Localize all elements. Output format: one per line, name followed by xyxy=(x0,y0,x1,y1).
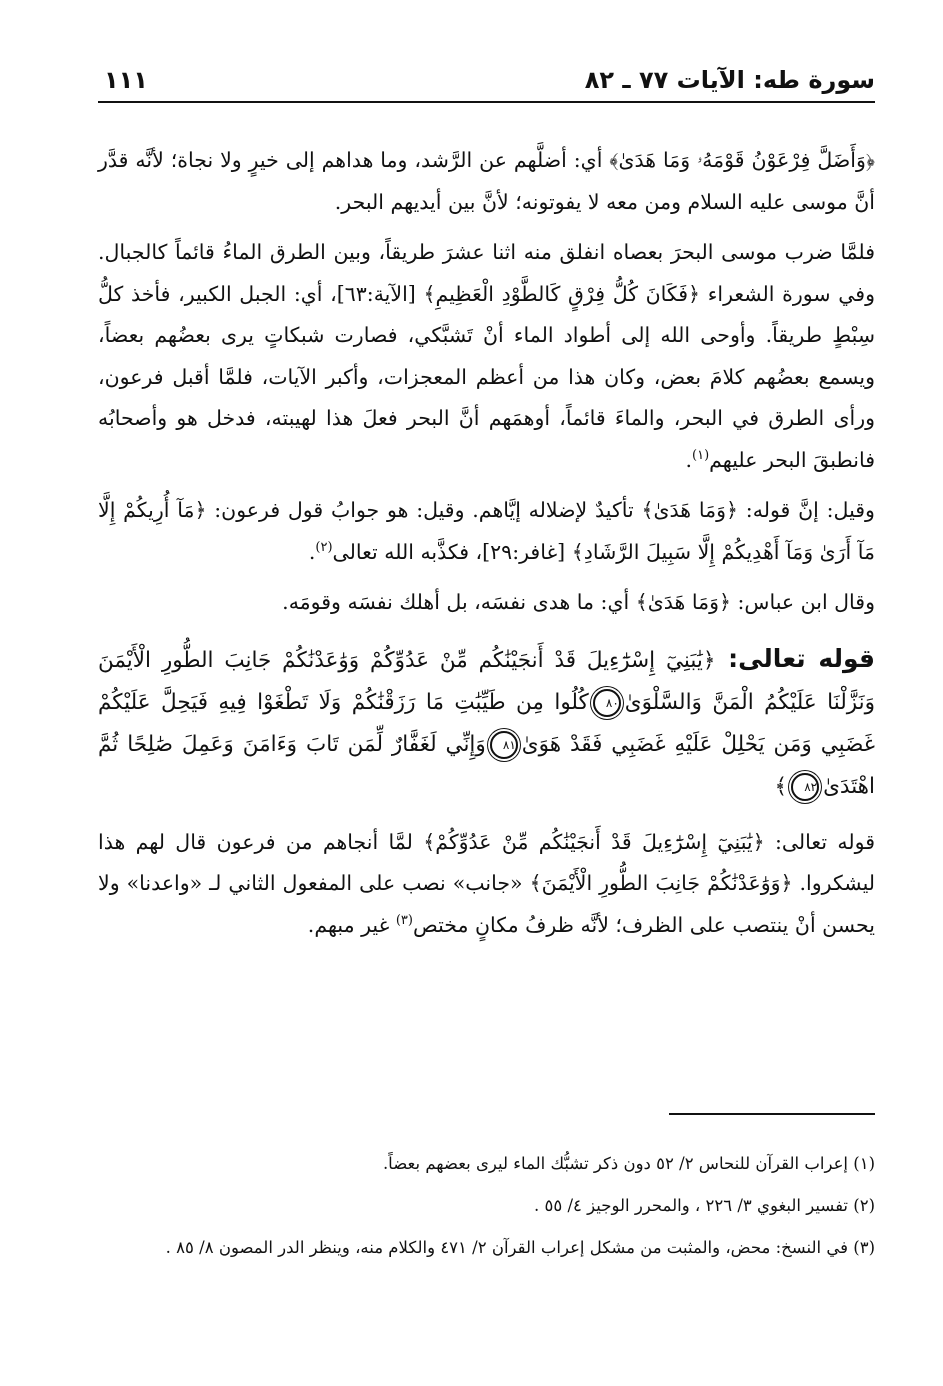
paragraph-5 xyxy=(98,822,875,947)
quran-quote: ﴿وَوَٰعَدْنَٰكُمْ جَانِبَ الطُّورِ الْأَيْمَنَ﴾ xyxy=(529,871,793,895)
footnote-divider xyxy=(669,1113,875,1115)
quran-quote: ﴿يَٰبَنِيٓ إِسْرَٰٓءِيلَ قَدْ أَنجَيْنَٰكُم مِّنْ عَدُوِّكُمْ﴾ xyxy=(423,829,765,854)
paragraph-2 xyxy=(98,232,875,481)
text-run: أي: أضلَّهم عن الرَّشد، وما هداهم إلى خيرٍ ولا نجاة؛ لأنَّه قدَّر أنَّ موسى عليه السلام ومن معه لا يفوتونه؛ لأنَّ بين أيديهم البحر. xyxy=(98,148,875,214)
footnote-ref-2[interactable]: (٢) xyxy=(315,539,333,555)
quran-quote: ﴿مَآ أُرِيكُمْ إِلَّا مَآ أَرَىٰ وَمَآ أَهْدِيكُمْ إِلَّا سَبِيلَ الرَّشَادِ﴾ xyxy=(98,498,875,564)
text-run: غير مبهم. xyxy=(307,912,396,937)
verse-block xyxy=(98,638,875,808)
footnote-2: (٢) تفسير البغوي ٣/ ٢٢٦ ، والمحرر الوجيز ٤/ ٥٥ . xyxy=(534,1196,875,1215)
footnotes xyxy=(98,1146,875,1266)
main-text xyxy=(98,140,875,946)
text-run: . xyxy=(308,539,316,564)
header-title: سورة طه: الآيات ٧٧ ـ ٨٢ xyxy=(584,66,875,94)
header-divider xyxy=(98,101,875,103)
text-run: أي: ما هدى نفسَه، بل أهلك نفسَه وقومَه. xyxy=(282,590,636,614)
text-run: فلمَّا ضرب موسى البحرَ بعصاه انفلق منه اثنا عشرَ طريقاً، وبين الطرق الماءُ قائماً كالجبال. وفي سورة الشعراء xyxy=(98,240,876,306)
text-run: [غافر:٢٩]، فكذَّبه الله تعالى xyxy=(332,539,572,564)
verse-text: كُلُوا مِن طَيِّبَٰتِ مَا رَزَقْنَٰكُمْ وَلَا تَطْغَوْا فِيهِ فَيَحِلَّ عَلَيْكُمْ غَضَبِي وَمَن يَحْلِلْ عَلَيْهِ غَضَبِي فَقَدْ هَوَىٰ xyxy=(98,689,875,757)
verse-end-bracket: ﴾ xyxy=(774,773,788,799)
aya-number-icon: ٨١ xyxy=(490,731,518,759)
text-run: «جانب» نصب على المفعول الثاني لـ «واعدنا» ولا يحسن أنْ ينتصب على الظرف؛ لأنَّه ظرفُ مكانٍ مختص xyxy=(98,871,875,937)
aya-number-icon: ٨٢ xyxy=(791,773,819,801)
paragraph-1 xyxy=(98,140,875,223)
paragraph-4 xyxy=(98,582,875,624)
quran-quote: ﴿وَمَا هَدَىٰ﴾ xyxy=(641,498,739,522)
quran-quote: ﴿وَمَا هَدَىٰ﴾ xyxy=(635,590,731,614)
text-run: وقال ابن عباس: xyxy=(731,590,875,614)
verse-label: قوله تعالى: xyxy=(715,643,876,673)
footnote-3: (٣) في النسخ: محض، والمثبت من مشكل إعراب القرآن ٢/ ٤٧١ والكلام منه، وينظر الدر المصون ٨/ ٨٥ . xyxy=(165,1238,875,1257)
verse-text: ﴿يَٰبَنِيٓ إِسْرَٰٓءِيلَ قَدْ أَنجَيْنَٰكُم مِّنْ عَدُوِّكُمْ وَوَٰعَدْنَٰكُمْ جَانِبَ الطُّورِ الْأَيْمَنَ وَنَزَّلْنَا عَلَيْكُمُ الْمَنَّ وَالسَّلْوَىٰ xyxy=(98,647,875,715)
paragraph-3 xyxy=(98,490,875,573)
verse-text: وَإِنِّي لَغَفَّارٌ لِّمَن تَابَ وَءَامَنَ وَعَمِلَ صَٰلِحًا ثُمَّ اهْتَدَىٰ xyxy=(98,731,875,799)
footnote-1: (١) إعراب القرآن للنحاس ٢/ ٥٢ دون ذكر تشبُّك الماء ليرى بعضهم بعضاً. xyxy=(382,1154,875,1173)
text-run: تأكيدٌ لإضلاله إيَّاهم. وقيل: هو جوابُ قول فرعون: xyxy=(206,498,642,522)
running-header xyxy=(98,60,875,102)
text-run: لمَّا أنجاهم من فرعون قال لهم هذا ليشكروا. xyxy=(98,829,876,895)
footnote-ref-3[interactable]: (٣) xyxy=(395,912,413,928)
aya-number-icon: ٨٠ xyxy=(593,689,621,717)
footnote-ref-1[interactable]: (١) xyxy=(692,447,710,463)
text-run: [الآية:٦٣]، أي: الجبل الكبير، فأخذ كلُّ سِبْطٍ طريقاً. وأوحى الله إلى أطواد الماء أنْ تَشبَّكي، فصارت شبكاتٍ يرى بعضُهم بعضاً، ويسمع بعضُهم كلامَ بعض، وكان هذا من أعظم المعجزات، وأكبر الآيات، فلمَّا أقبل فرعون، ورأى الطرق في البحر، والماءَ قائماً، أوهمَهم أنَّ البحر فعلَ هذا لهيبته، فدخل هو وأصحابُه فانطبقَ البحر عليهم xyxy=(98,281,875,472)
quran-quote: ﴿وَأَضَلَّ فِرْعَوْنُ قَوْمَهُۥ وَمَا هَدَىٰ﴾ xyxy=(609,148,875,172)
quran-quote: ﴿فَكَانَ كُلُّ فِرْقٍ كَالطَّوْدِ الْعَظِيمِ﴾ xyxy=(423,281,701,306)
text-run: . xyxy=(685,447,692,472)
page-number: ١١١ xyxy=(104,66,148,94)
text-run: قوله تعالى: xyxy=(764,829,875,854)
text-run: وقيل: إنَّ قوله: xyxy=(738,498,875,522)
